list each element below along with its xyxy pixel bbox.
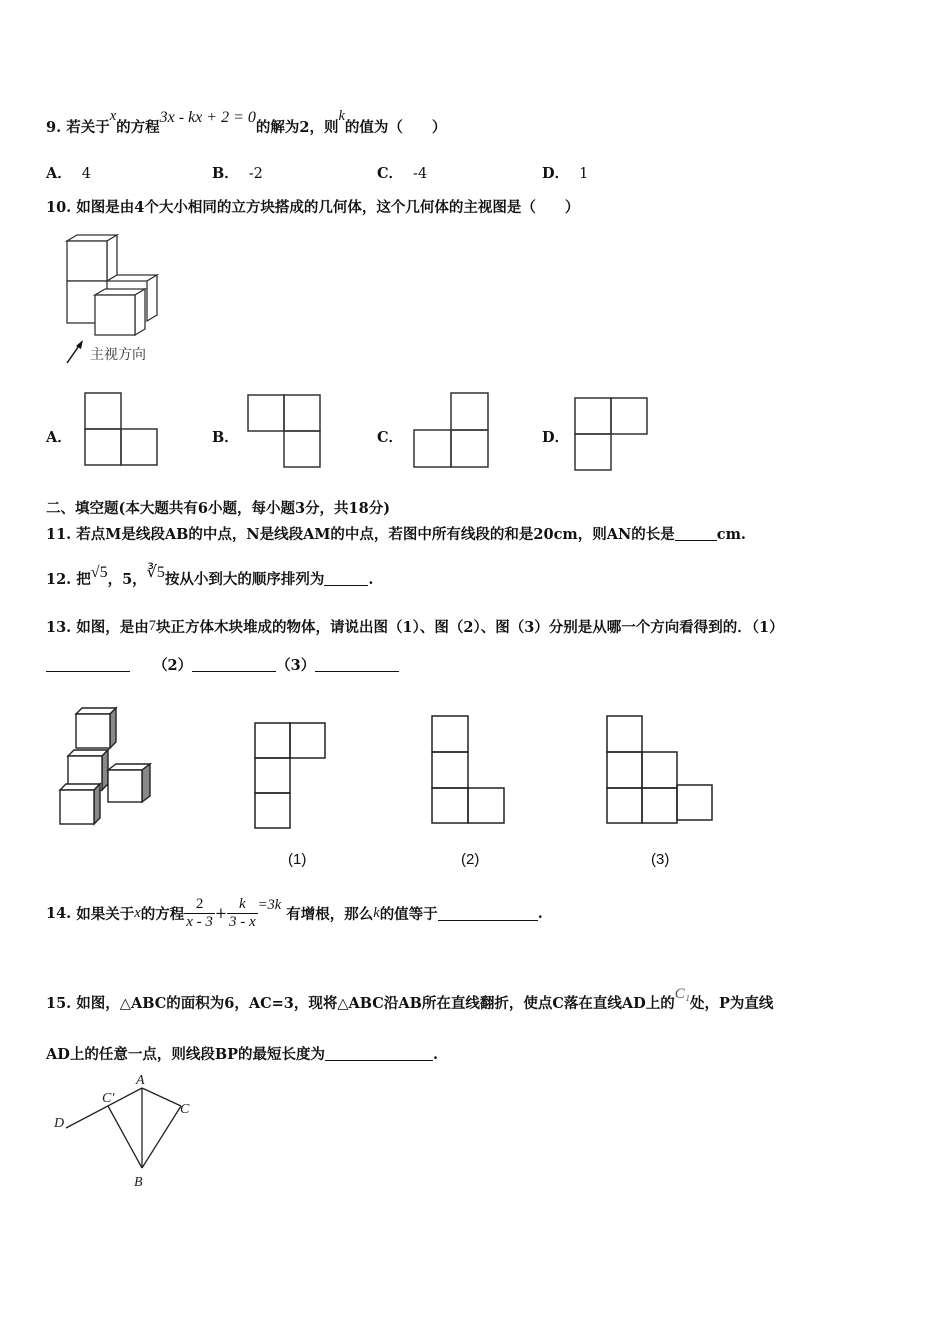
- q10-option-c-label[interactable]: C．: [377, 429, 404, 446]
- q15-answer-blank[interactable]: [325, 1046, 433, 1061]
- q13-caption-1: (1): [288, 851, 307, 868]
- q11-number: 11.: [46, 526, 72, 543]
- q10-option-d-label[interactable]: D．: [542, 429, 570, 446]
- q13-number: 13.: [46, 619, 72, 636]
- q15-stem-line1: [46, 986, 774, 1013]
- q14-text-b: 的方程: [140, 906, 185, 923]
- q9-text-d: 的值为（ ）: [344, 119, 447, 136]
- q10-option-d-figure[interactable]: [574, 397, 650, 472]
- q15-label-cp: C': [102, 1091, 115, 1106]
- q15-label-d: D: [54, 1116, 65, 1131]
- q10-number: 10.: [46, 199, 72, 216]
- q9-option-a-label: A．: [46, 165, 72, 182]
- q14-fraction-2: [227, 896, 258, 931]
- q9-var-k: k: [338, 108, 345, 124]
- q9-option-a-value: 4: [81, 166, 91, 182]
- q13-blanks-row: [46, 654, 399, 675]
- q9-option-c-label: C．: [377, 165, 404, 182]
- q15-text-a: 如图，△ABC的面积为6，AC=3，现将△ABC沿AB所在直线翻折，使点C落在直线AD上的: [76, 995, 675, 1012]
- q12-end: .: [368, 571, 374, 588]
- q9-option-a[interactable]: [46, 162, 91, 183]
- q13-count: 7: [148, 618, 157, 634]
- q14-frac2-numerator: k: [227, 896, 258, 914]
- q15-c1: C₁: [674, 986, 690, 1002]
- q14-text-a: 如果关于: [76, 906, 135, 923]
- q9-option-d[interactable]: [542, 162, 588, 183]
- q10-option-c-figure[interactable]: [413, 392, 491, 470]
- q15-stem-line2: [46, 1043, 438, 1064]
- q9-number: 9.: [46, 119, 62, 136]
- q10-text: 如图是由4个大小相同的立方块搭成的几何体，这个几何体的主视图是（ ）: [76, 199, 580, 216]
- q13-caption-3: (3): [651, 851, 670, 868]
- q9-text-b: 的方程: [116, 119, 160, 136]
- q14-var-k: k: [373, 905, 380, 921]
- q15-label-b: B: [134, 1175, 143, 1190]
- q10-option-a-figure[interactable]: [84, 392, 158, 467]
- q9-option-b-label: B．: [212, 165, 239, 182]
- q13-blank3-label: （3）: [276, 657, 316, 674]
- q9-stem: [46, 108, 447, 137]
- q15-triangle-figure: [50, 1070, 210, 1195]
- q13-blank2-label: （2）: [153, 657, 193, 674]
- q14-frac2-denominator: 3 - x: [229, 914, 256, 930]
- q12-text-a: 把: [76, 571, 91, 588]
- q12-text-b: 按从小到大的顺序排列为: [164, 571, 325, 588]
- q14-var-x: x: [134, 905, 141, 921]
- q13-caption-2: (2): [461, 851, 480, 868]
- q9-equation: 3x - kx + 2 = 0: [159, 109, 256, 126]
- q12-stem: [46, 564, 374, 589]
- q13-blank-1[interactable]: [46, 657, 130, 672]
- q9-var-x: x: [109, 108, 117, 124]
- q13-stem: [46, 616, 784, 637]
- q12-answer-blank[interactable]: [324, 571, 368, 586]
- q12-cbrt5: ∛5: [146, 564, 165, 581]
- q9-text-c: 的解为2，则: [255, 119, 339, 136]
- q10-view-direction-label: 主视方向: [90, 346, 146, 362]
- q9-text-a: 若关于: [66, 119, 110, 136]
- q11-text: 若点M是线段AB的中点，N是线段AM的中点，若图中所有线段的和是20cm，则AN的长是: [76, 526, 675, 543]
- q14-fraction-1: [184, 896, 215, 931]
- q12-number: 12.: [46, 571, 72, 588]
- q15-label-a: A: [136, 1073, 145, 1088]
- q9-option-d-label: D．: [542, 165, 570, 182]
- q13-cube-stack-figure: [58, 706, 154, 826]
- q12-separator: ，5，: [107, 571, 147, 588]
- q15-text-b: 处，P为直线: [689, 995, 774, 1012]
- q9-option-c-value: -4: [413, 166, 428, 182]
- q15-line-cpb: [108, 1106, 142, 1168]
- q13-view-3-figure: [606, 715, 716, 825]
- q14-answer-blank[interactable]: [438, 906, 538, 921]
- q12-sqrt5: √5: [90, 564, 108, 581]
- q9-option-d-value: 1: [579, 166, 589, 182]
- q10-stem: [46, 196, 579, 217]
- q14-end: .: [537, 905, 543, 922]
- q13-blank-2[interactable]: [192, 657, 276, 672]
- q9-option-c[interactable]: [377, 162, 427, 183]
- q11-stem: [46, 523, 746, 544]
- q11-unit: cm.: [716, 526, 746, 543]
- q14-text-d: 的值等于: [379, 906, 438, 923]
- q14-stem: [46, 896, 543, 931]
- q10-option-b-label[interactable]: B．: [212, 429, 239, 446]
- q14-frac1-denominator: x - 3: [186, 914, 213, 930]
- q13-text-a: 如图，是由: [76, 619, 149, 636]
- q11-answer-blank[interactable]: [675, 526, 717, 541]
- q14-rhs: =3k: [257, 897, 282, 913]
- q14-frac1-numerator: 2: [184, 896, 215, 914]
- q14-plus: +: [214, 905, 228, 922]
- q15-text-c: AD上的任意一点，则线段BP的最短长度为: [46, 1046, 325, 1063]
- q10-option-a-label[interactable]: A．: [46, 429, 72, 446]
- q13-view-1-figure: [254, 722, 328, 830]
- q10-option-b-figure[interactable]: [247, 394, 323, 469]
- section2-heading: 二、填空题(本大题共有6小题，每小题3分，共18分): [46, 500, 391, 517]
- q9-option-b[interactable]: [212, 162, 263, 183]
- q13-view-2-figure: [431, 715, 507, 825]
- q15-number: 15.: [46, 995, 72, 1012]
- q14-number: 14.: [46, 905, 72, 922]
- q9-option-b-value: -2: [248, 166, 263, 182]
- q15-end: .: [432, 1046, 439, 1063]
- q15-line-cb: [142, 1106, 181, 1168]
- q15-line-ac: [142, 1088, 181, 1106]
- q13-blank-3[interactable]: [315, 657, 399, 672]
- q14-text-c: 有增根，那么: [286, 906, 374, 923]
- q15-label-c: C: [180, 1102, 190, 1117]
- q13-text-b: 块正方体木块堆成的物体，请说出图（1）、图（2）、图（3）分别是从哪一个方向看得到的．（1）: [156, 619, 784, 636]
